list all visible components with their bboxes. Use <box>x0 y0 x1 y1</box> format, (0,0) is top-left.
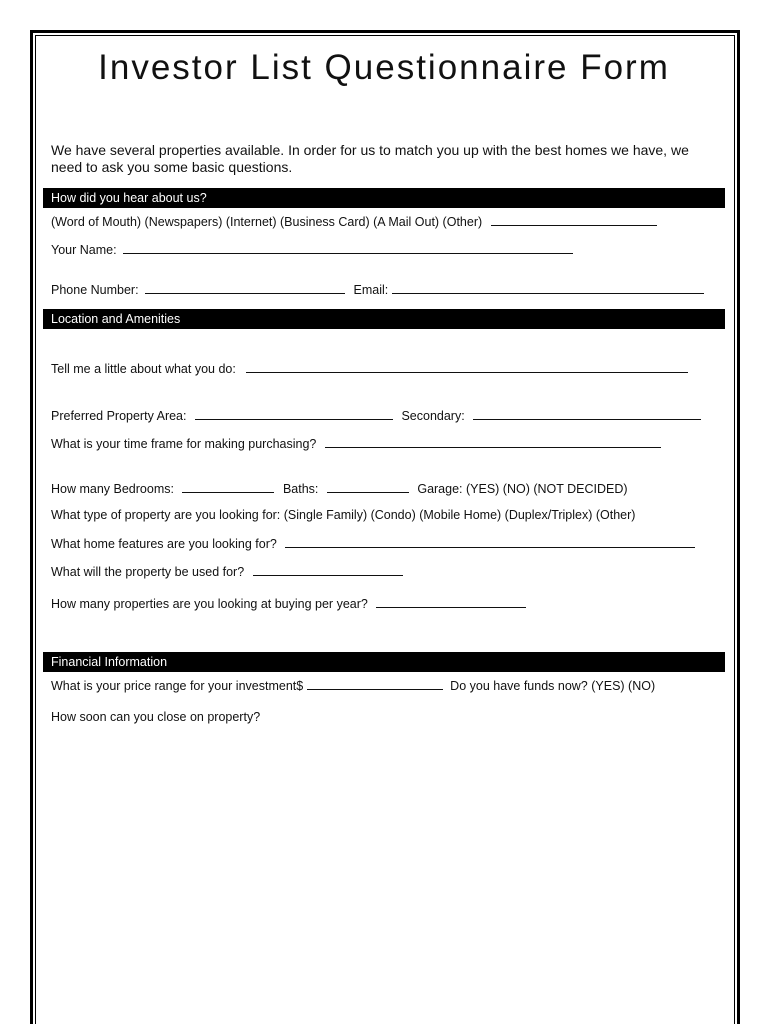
section-header-financial: Financial Information <box>43 652 725 672</box>
secondary-field[interactable] <box>473 408 701 420</box>
used-for-row <box>51 564 403 579</box>
bedrooms-label: How many Bedrooms: <box>51 482 174 496</box>
preferred-area-label: Preferred Property Area: <box>51 409 187 423</box>
property-type-label: What type of property are you looking for: (Single Family) (Condo) (Mobile Home) (Duplex/Triplex) (Other) <box>51 508 636 522</box>
phone-field[interactable] <box>145 282 345 294</box>
name-label: Your Name: <box>51 243 117 257</box>
intro-paragraph: We have several properties available. In order for us to match you up with the best homes we have, we need to ask you some basic questions. <box>51 142 689 175</box>
preferred-area-field[interactable] <box>195 408 393 420</box>
funds-label: Do you have funds now? (YES) (NO) <box>450 679 656 693</box>
email-label: Email: <box>353 283 389 297</box>
page-border-inner <box>35 35 735 1024</box>
price-range-label: What is your price range for your investment$ <box>51 679 304 693</box>
per-year-label: How many properties are you looking at buying per year? <box>51 597 368 611</box>
name-row <box>51 242 573 257</box>
form-title: Investor List Questionnaire Form <box>98 48 670 87</box>
baths-field[interactable] <box>327 481 409 493</box>
phone-label: Phone Number: <box>51 283 139 297</box>
secondary-label: Secondary: <box>401 409 465 423</box>
hear-options-row <box>51 214 657 229</box>
baths-label: Baths: <box>282 482 319 496</box>
close-row <box>51 710 260 724</box>
hear-other-field[interactable] <box>491 214 657 226</box>
features-label: What home features are you looking for? <box>51 537 277 551</box>
section-header-hear: How did you hear about us? <box>43 188 725 208</box>
rooms-row <box>51 481 628 496</box>
per-year-field[interactable] <box>376 596 526 608</box>
property-type-row <box>51 508 635 522</box>
what-you-do-label: Tell me a little about what you do: <box>51 362 236 376</box>
name-field[interactable] <box>123 242 573 254</box>
hear-options-text: (Word of Mouth) (Newspapers) (Internet) (Business Card) (A Mail Out) (Other) <box>51 215 483 229</box>
garage-label: Garage: (YES) (NO) (NOT DECIDED) <box>417 482 628 496</box>
price-range-field[interactable] <box>307 678 443 690</box>
time-frame-label: What is your time frame for making purchasing? <box>51 437 317 451</box>
what-you-do-field[interactable] <box>246 361 688 373</box>
what-you-do-row <box>51 361 688 376</box>
time-frame-row <box>51 436 661 451</box>
features-field[interactable] <box>285 536 695 548</box>
used-for-field[interactable] <box>253 564 403 576</box>
contact-row <box>51 282 704 297</box>
used-for-label: What will the property be used for? <box>51 565 245 579</box>
bedrooms-field[interactable] <box>182 481 274 493</box>
close-label: How soon can you close on property? <box>51 710 261 724</box>
time-frame-field[interactable] <box>325 436 661 448</box>
section-header-location: Location and Amenities <box>43 309 725 329</box>
area-row <box>51 408 701 423</box>
features-row <box>51 536 695 551</box>
price-range-row <box>51 678 655 693</box>
per-year-row <box>51 596 526 611</box>
email-field[interactable] <box>392 282 704 294</box>
